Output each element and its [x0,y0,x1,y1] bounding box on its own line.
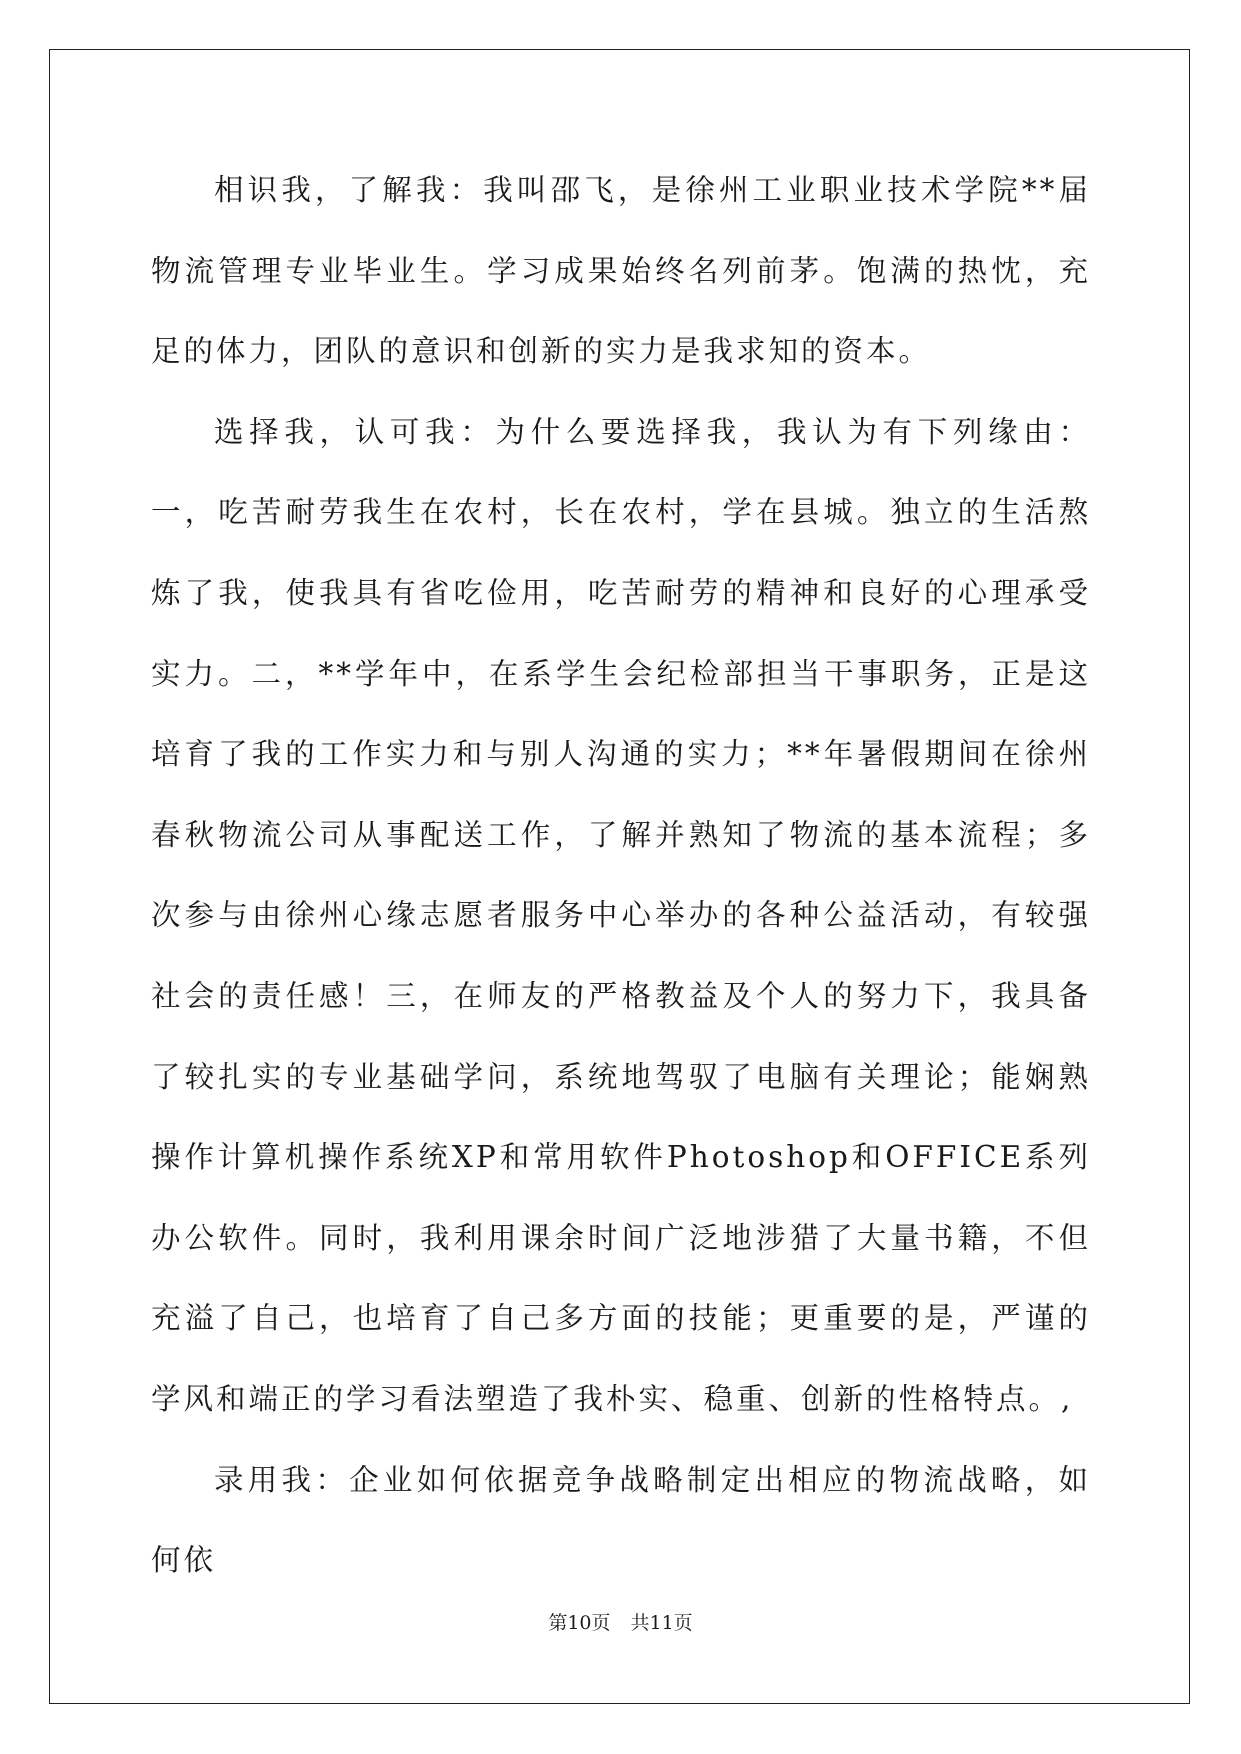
current-page-number: 第10页 [548,1612,611,1634]
document-body [151,150,1091,1601]
page-footer [0,1610,1241,1636]
total-page-count: 共11页 [630,1612,693,1634]
paragraph-introduction: 相识我，了解我：我叫邵飞，是徐州工业职业技术学院**届物流管理专业毕业生。学习成果始终名列前茅。饱满的热忱，充足的体力，团队的意识和创新的实力是我求知的资本。 [151,173,1091,369]
paragraph-hire-me: 录用我：企业如何依据竞争战略制定出相应的物流战略，如何依 [151,1462,1091,1578]
paragraph-qualifications: 选择我，认可我：为什么要选择我，我认为有下列缘由：一，吃苦耐劳我生在农村，长在农村，学在县城。独立的生活熬炼了我，使我具有省吃俭用，吃苦耐劳的精神和良好的心理承受实力。二，**学年中，在系学生会纪检部担当干事职务，正是这培育了我的工作实力和与别人沟通的实力；**年暑假期间在徐州春秋物流公司从事配送工作，了解并熟知了物流的基本流程；多次参与由徐州心缘志愿者服务中心举办的各种公益活动，有较强社会的责任感！三，在师友的严格教益及个人的努力下，我具备了较扎实的专业基础学问，系统地驾驭了电脑有关理论；能娴熟操作计算机操作系统XP和常用软件Photoshop和OFFICE系列办公软件。同时，我利用课余时间广泛地涉猎了大量书籍，不但充溢了自己，也培育了自己多方面的技能；更重要的是，严谨的学风和端正的学习看法塑造了我朴实、稳重、创新的性格特点。, [151,414,1091,1416]
